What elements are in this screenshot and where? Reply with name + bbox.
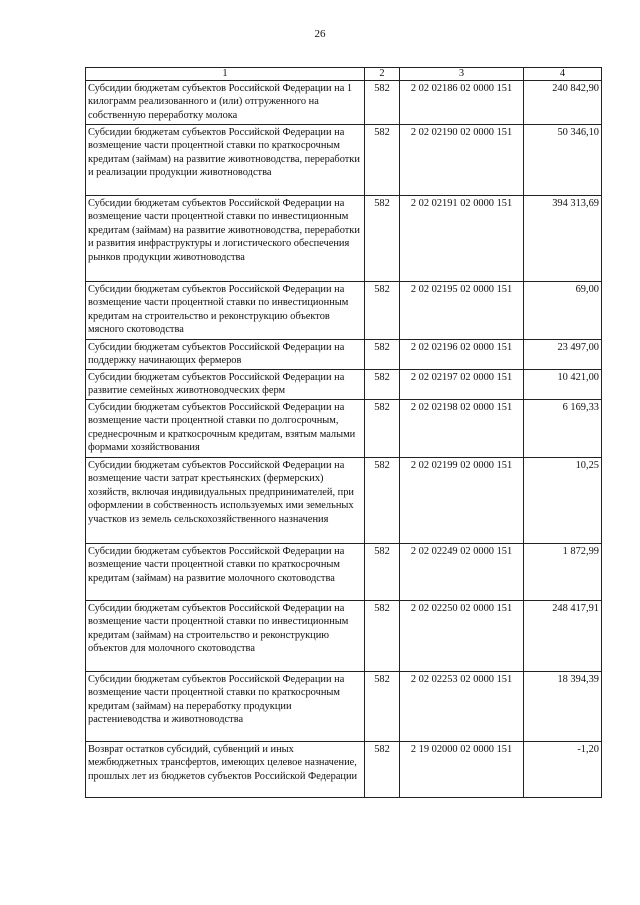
row-amount: 10 421,00 bbox=[524, 370, 602, 400]
row-budget-code: 2 02 02198 02 0000 151 bbox=[400, 400, 524, 458]
budget-table bbox=[85, 67, 602, 798]
row-amount: 50 346,10 bbox=[524, 125, 602, 196]
row-budget-code: 2 02 02186 02 0000 151 bbox=[400, 81, 524, 125]
row-amount: 1 872,99 bbox=[524, 544, 602, 601]
row-name: Субсидии бюджетам субъектов Российской Федерации на возмещение части затрат крестьянских (фермерских) хозяйств, включая индивидуальных предпринимателей, при оформлении в собственность используемых ими земельных участков из земель сельскохозяйственного назначения bbox=[86, 458, 365, 544]
column-header-2: 2 bbox=[365, 68, 400, 81]
row-admin-code: 582 bbox=[365, 340, 400, 370]
table-row bbox=[86, 370, 602, 400]
row-name: Субсидии бюджетам субъектов Российской Федерации на возмещение части процентной ставки по долгосрочным, среднесрочным и краткосрочным кредитам, взятым малыми формами хозяйствования bbox=[86, 400, 365, 458]
row-amount: 10,25 bbox=[524, 458, 602, 544]
row-budget-code: 2 02 02195 02 0000 151 bbox=[400, 282, 524, 340]
row-amount: 6 169,33 bbox=[524, 400, 602, 458]
row-name: Субсидии бюджетам субъектов Российской Федерации на возмещение части процентной ставки по инвестиционным кредитам на строительство и реконструкцию объектов мясного скотоводства bbox=[86, 282, 365, 340]
row-amount: 240 842,90 bbox=[524, 81, 602, 125]
table-row bbox=[86, 672, 602, 742]
table-row bbox=[86, 282, 602, 340]
row-budget-code: 2 02 02197 02 0000 151 bbox=[400, 370, 524, 400]
table-row bbox=[86, 196, 602, 282]
table-row bbox=[86, 458, 602, 544]
row-budget-code: 2 02 02196 02 0000 151 bbox=[400, 340, 524, 370]
table-row bbox=[86, 400, 602, 458]
row-name: Субсидии бюджетам субъектов Российской Федерации на поддержку начинающих фермеров bbox=[86, 340, 365, 370]
column-header-4: 4 bbox=[524, 68, 602, 81]
row-admin-code: 582 bbox=[365, 370, 400, 400]
row-budget-code: 2 02 02199 02 0000 151 bbox=[400, 458, 524, 544]
row-admin-code: 582 bbox=[365, 601, 400, 672]
row-admin-code: 582 bbox=[365, 282, 400, 340]
row-amount: 18 394,39 bbox=[524, 672, 602, 742]
row-admin-code: 582 bbox=[365, 125, 400, 196]
row-name: Субсидии бюджетам субъектов Российской Федерации на развитие семейных животноводческих ферм bbox=[86, 370, 365, 400]
row-amount: 23 497,00 bbox=[524, 340, 602, 370]
row-name: Субсидии бюджетам субъектов Российской Федерации на возмещение части процентной ставки по инвестиционным кредитам (займам) на строительство и реконструкцию объектов для молочного скотоводства bbox=[86, 601, 365, 672]
row-amount: -1,20 bbox=[524, 742, 602, 798]
column-header-3: 3 bbox=[400, 68, 524, 81]
row-budget-code: 2 19 02000 02 0000 151 bbox=[400, 742, 524, 798]
row-admin-code: 582 bbox=[365, 81, 400, 125]
row-admin-code: 582 bbox=[365, 742, 400, 798]
row-budget-code: 2 02 02249 02 0000 151 bbox=[400, 544, 524, 601]
row-budget-code: 2 02 02191 02 0000 151 bbox=[400, 196, 524, 282]
row-name: Субсидии бюджетам субъектов Российской Федерации на возмещение части процентной ставки по инвестиционным кредитам (займам) на развитие животноводства, переработки и развития инфраструктуры и логистического обеспечения рынков продукции животноводства bbox=[86, 196, 365, 282]
table-header-row bbox=[86, 68, 602, 81]
row-name: Субсидии бюджетам субъектов Российской Федерации на возмещение части процентной ставки по краткосрочным кредитам (займам) на переработку продукции растениеводства и животноводства bbox=[86, 672, 365, 742]
row-amount: 394 313,69 bbox=[524, 196, 602, 282]
row-budget-code: 2 02 02190 02 0000 151 bbox=[400, 125, 524, 196]
table-row bbox=[86, 125, 602, 196]
row-admin-code: 582 bbox=[365, 672, 400, 742]
row-name: Возврат остатков субсидий, субвенций и иных межбюджетных трансфертов, имеющих целевое назначение, прошлых лет из бюджетов субъектов Российской Федерации bbox=[86, 742, 365, 798]
table-row bbox=[86, 340, 602, 370]
row-admin-code: 582 bbox=[365, 196, 400, 282]
row-admin-code: 582 bbox=[365, 400, 400, 458]
table-row bbox=[86, 601, 602, 672]
row-name: Субсидии бюджетам субъектов Российской Федерации на возмещение части процентной ставки по краткосрочным кредитам (займам) на развитие молочного скотоводства bbox=[86, 544, 365, 601]
column-header-1: 1 bbox=[86, 68, 365, 81]
row-name: Субсидии бюджетам субъектов Российской Федерации на 1 килограмм реализованного и (или) отгруженного на собственную переработку молока bbox=[86, 81, 365, 125]
row-amount: 69,00 bbox=[524, 282, 602, 340]
row-admin-code: 582 bbox=[365, 544, 400, 601]
row-budget-code: 2 02 02253 02 0000 151 bbox=[400, 672, 524, 742]
row-amount: 248 417,91 bbox=[524, 601, 602, 672]
table-row bbox=[86, 544, 602, 601]
row-name: Субсидии бюджетам субъектов Российской Федерации на возмещение части процентной ставки по краткосрочным кредитам (займам) на развитие животноводства, переработки и реализации продукции животноводства bbox=[86, 125, 365, 196]
table-row bbox=[86, 742, 602, 798]
page-number: 26 bbox=[314, 28, 326, 40]
row-budget-code: 2 02 02250 02 0000 151 bbox=[400, 601, 524, 672]
table-row bbox=[86, 81, 602, 125]
row-admin-code: 582 bbox=[365, 458, 400, 544]
